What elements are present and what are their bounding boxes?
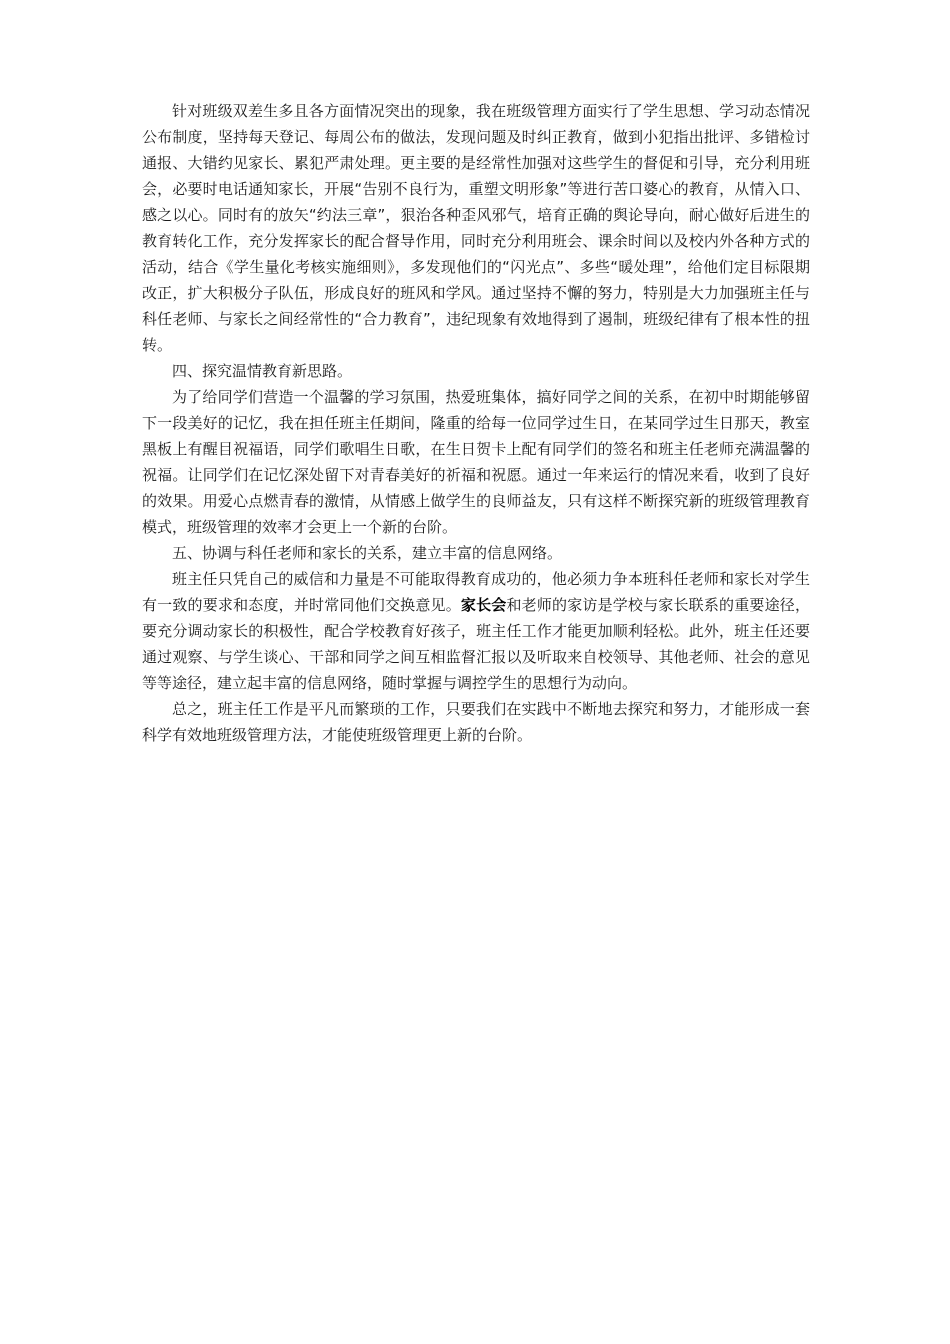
paragraph-discipline: 针对班级双差生多且各方面情况突出的现象，我在班级管理方面实行了学生思想、学习动态情况公布制度，坚持每天登记、每周公布的做法，发现问题及时纠正教育，做到小犯指出批评、多错检讨通报、大错约见家长、累犯严肃处理。更主要的是经常性加强对这些学生的督促和引导，充分利用班会，必要时电话通知家长，开展“告别不良行为，重塑文明形象”等进行苦口婆心的教育，从情入口、感之以心。同时有的放矢“约法三章”，狠治各种歪风邪气，培育正确的舆论导向，耐心做好后进生的教育转化工作，充分发挥家长的配合督导作用，同时充分利用班会、课余时间以及校内外各种方式的活动，结合《学生量化考核实施细则》，多发现他们的“闪光点”、多些“暖处理”，给他们定目标限期改正，扩大积极分子队伍，形成良好的班风和学风。通过坚持不懈的努力，特别是大力加强班主任与科任老师、与家长之间经常性的“合力教育”，违纪现象有效地得到了遏制，班级纪律有了根本性的扭转。 <box>142 102 810 354</box>
parent-meeting-keyword: 家长会 <box>460 596 507 614</box>
paragraph-coordination-part-1: 班主任只凭自己的威信和力量是不可能取得教育成功的，他必须力争本班科任老师和家长对学生有一致的要求和态度，并时常同他们交换意见。 <box>142 570 810 614</box>
document-body <box>142 98 810 748</box>
paragraph-coordination <box>142 566 810 696</box>
section-heading-5: 五、协调与科任老师和家长的关系，建立丰富的信息网络。 <box>172 544 563 562</box>
paragraph-warm-education: 为了给同学们营造一个温馨的学习氛围，热爱班集体，搞好同学之间的关系，在初中时期能够留下一段美好的记忆，我在担任班主任期间，隆重的给每一位同学过生日，在某同学过生日那天，教室黑板上有醒目祝福语，同学们歌唱生日歌，在生日贺卡上配有同学们的签名和班主任老师充满温馨的祝福。让同学们在记忆深处留下对青春美好的祈福和祝愿。通过一年来运行的情况来看，收到了良好的效果。用爱心点燃青春的激情，从情感上做学生的良师益友，只有这样不断探究新的班级管理教育模式，班级管理的效率才会更上一个新的台阶。 <box>142 388 810 536</box>
paragraph-coordination-part-2: 和老师的家访是学校与家长联系的重要途径，要充分调动家长的积极性，配合学校教育好孩子，班主任工作才能更加顺利轻松。此外，班主任还要通过观察、与学生谈心、干部和同学之间互相监督汇报以及听取来自校领导、其他老师、社会的意见等等途径，建立起丰富的信息网络，随时掌握与调控学生的思想行为动向。 <box>142 596 810 692</box>
paragraph-conclusion: 总之，班主任工作是平凡而繁琐的工作，只要我们在实践中不断地去探究和努力，才能形成一套科学有效地班级管理方法，才能使班级管理更上新的台阶。 <box>142 700 810 744</box>
section-heading-4: 四、探究温情教育新思路。 <box>172 362 353 380</box>
